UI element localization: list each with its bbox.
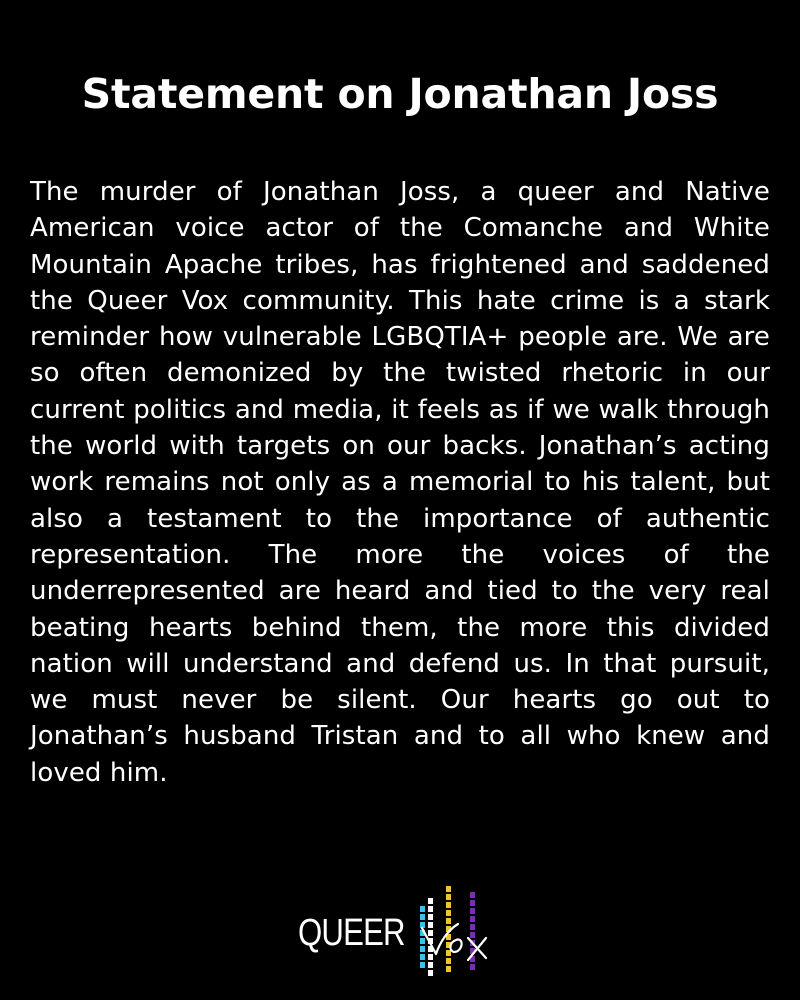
queer-vox-logo	[298, 884, 508, 980]
page-title: Statement on Jonathan Joss	[81, 70, 719, 118]
logo-wordmark: QUEER	[298, 912, 405, 954]
logo-bar-white	[428, 898, 433, 976]
statement-body: The murder of Jonathan Joss, a queer and Native American voice actor of the Comanche and White Mountain Apache tribes, has frightened and saddened the Queer Vox community. This hate crime is a stark reminder how vulnerable LGBQTIA+ people are. We are so often demonized by the twisted rhetoric in our current politics and media, it feels as if we walk through the world with targets on our backs. Jonathan’s acting work remains not only as a memorial to his talent, but also a testament to the importance of authentic representation. The more the voices of the underrepresented are heard and tied to the very real beating hearts behind them, the more this divided nation will understand and defend us. In that pursuit, we must never be silent. Our hearts go out to Jonathan’s husband Tristan and to all who knew and loved him.	[30, 177, 770, 788]
logo-bar-cyan	[420, 906, 425, 968]
